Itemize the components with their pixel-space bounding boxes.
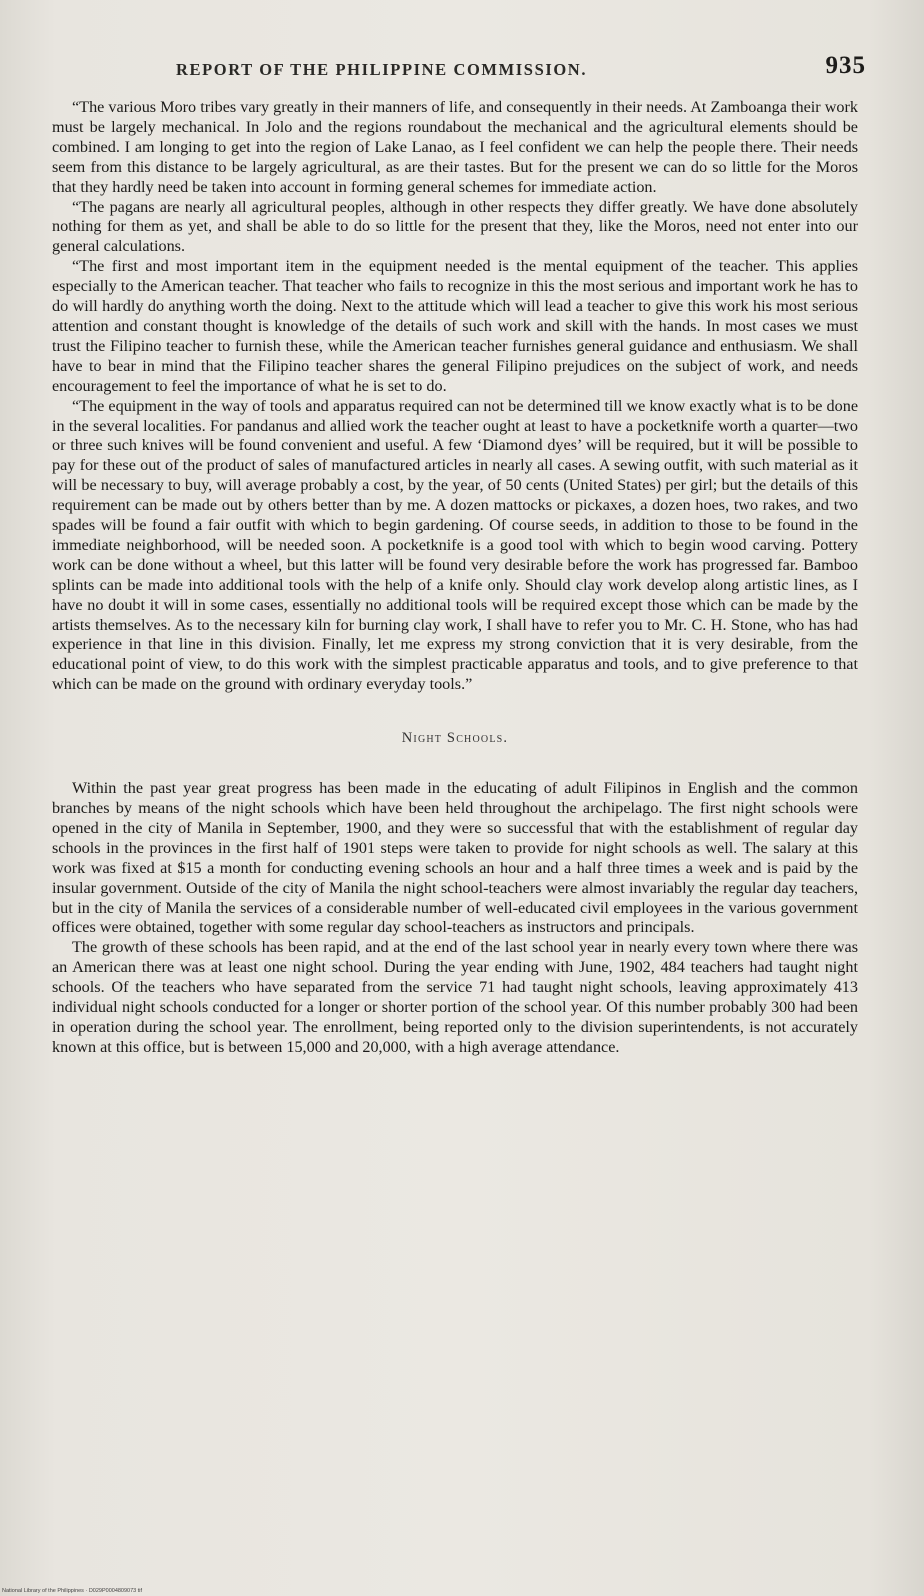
running-title: REPORT OF THE PHILIPPINE COMMISSION. — [176, 60, 588, 79]
paragraph: The growth of these schools has been rapid, and at the end of the last school year in nearly every town where there was an American there was at least one night school. During the year ending with June, 1902, 484 teachers had taught night schools. Of the teachers who have separated from the service 71 had taught night schools, leaving approximately 413 individual night schools conducted for a longer or shorter portion of the school year. Of this number probably 300 had been in operation during the school year. The enrollment, being reported only to the division superintendents, is not accurately known at this office, but is between 15,000 and 20,000, with a high average attendance. — [52, 938, 858, 1056]
paragraph: “The pagans are nearly all agricultural peoples, although in other respects they differ greatly. We have done absolutely nothing for them as yet, and shall be able to do so little for the present that they, like the Moros, need not enter into our general calculations. — [52, 197, 858, 256]
paragraph: Within the past year great progress has been made in the educating of adult Filipinos in English and the common branches by means of the night schools which have been held throughout the archipelago. The first night schools were opened in the city of Manila in September, 1900, and they were so successful that with the establishment of regular day schools in the provinces in the first half of 1901 steps were taken to provide for night schools as well. The salary at this work was fixed at $15 a month for conducting evening schools an hour and a half three times a week and is paid by the insular government. Outside of the city of Manila the night school-teachers were almost invariably the regular day teachers, but in the city of Manila the services of a considerable number of well-educated civil employees in the various government offices were obtained, together with some regular day school-teachers as instructors and principals. — [52, 779, 858, 937]
page-number: 935 — [825, 52, 866, 79]
scan-footer: National Library of the Philippines · D029P0004809073 tif — [2, 1588, 143, 1594]
paragraph: “The first and most important item in the equipment needed is the mental equipment of the teacher. This applies especially to the American teacher. That teacher who fails to recognize in this the most serious and important work he has to do will hardly do anything worth the doing. Next to the attitude which will lead a teacher to give this work his most serious attention and constant thought is knowledge of the details of such work and skill with the hands. In most cases we must trust the Filipino teacher to furnish these, while the American teacher furnishes general guidance and enthusiasm. We shall have to bear in mind that the Filipino teacher shares the general Filipino prejudices on the subject of work, and needs encouragement to feel the importance of what he is set to do. — [52, 257, 858, 395]
page-body — [52, 98, 858, 1058]
page-header — [58, 52, 866, 86]
paragraph: “The equipment in the way of tools and apparatus required can not be determined till we know exactly what is to be done in the several localities. For pandanus and allied work the teacher ought at least to have a pocketknife worth a quarter—two or three such knives will be found convenient and useful. A few ‘Diamond dyes’ will be required, but it will be possible to pay for these out of the product of sales of manufactured articles in nearly all cases. A sewing outfit, with such material as it will be necessary to buy, will average probably a cost, by the year, of 50 cents (United States) per girl; but the details of this requirement can be made out by others better than by me. A dozen mattocks or pickaxes, a dozen hoes, two rakes, and two spades will be found a fair outfit with which to begin gardening. Of course seeds, in addition to those to be found in the immediate neighborhood, will be needed soon. A pocketknife is a good tool with which to begin wood carving. Pottery work can be done without a wheel, but this latter will be found very desirable before the work has progressed far. Bamboo splints can be made into additional tools with the help of a knife only. Should clay work develop along artistic lines, as I have no doubt it will in some cases, essentially no additional tools will be required except those which can be made by the artists themselves. As to the necessary kiln for burning clay work, I shall have to refer you to Mr. C. H. Stone, who has had experience in that line in this division. Finally, let me express my strong conviction that it is very desirable, from the educational point of view, to do this work with the simplest practicable apparatus and tools, and to give preference to that which can be made on the ground with ordinary everyday tools.” — [52, 396, 858, 694]
section-heading: Night Schools. — [401, 730, 509, 747]
paragraph: “The various Moro tribes vary greatly in their manners of life, and consequently in their needs. At Zamboanga their work must be largely mechanical. In Jolo and the regions roundabout the mechanical and the agricultural elements should be combined. I am longing to get into the region of Lake Lanao, as I feel confident we can help the people there. Their needs seem from this distance to be largely agricultural, as are their tastes. But for the present we can do so little for the Moros that they hardly need be taken into account in forming general schemes for immediate action. — [52, 98, 858, 196]
